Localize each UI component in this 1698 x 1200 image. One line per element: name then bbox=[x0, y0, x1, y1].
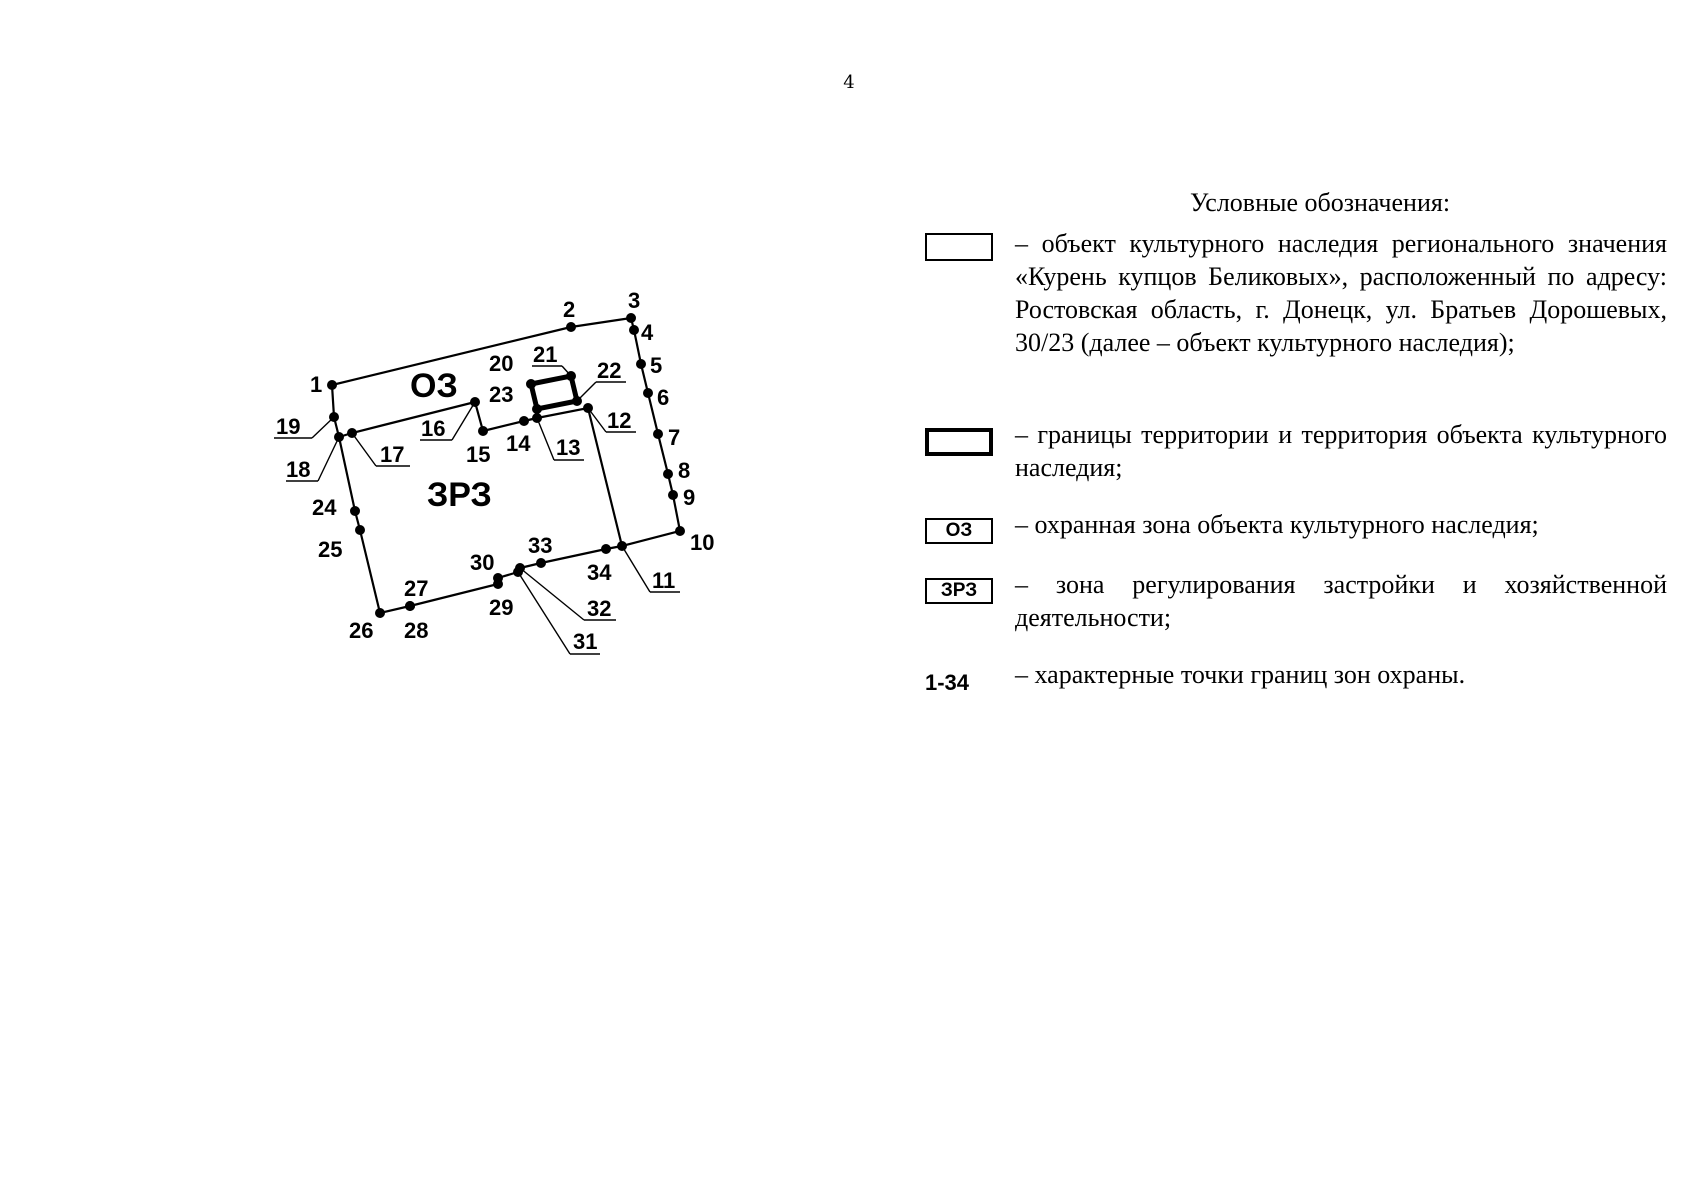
boundary-point-2 bbox=[566, 322, 576, 332]
point-label-10: 10 bbox=[690, 530, 715, 555]
zone-label-zrz: ЗРЗ bbox=[427, 476, 492, 514]
point-label-19: 19 bbox=[276, 414, 301, 439]
heritage-object-territory bbox=[531, 376, 577, 409]
legend-title: Условные обозначения: bbox=[1190, 188, 1451, 217]
point-label-3: 3 bbox=[628, 288, 641, 313]
legend-text-points: – характерные точки границ зон охраны. bbox=[1015, 660, 1466, 689]
leader-line-17-0 bbox=[352, 433, 376, 466]
leader-line-32-0 bbox=[520, 568, 584, 620]
leader-line-13-0 bbox=[537, 418, 554, 460]
point-label-14: 14 bbox=[506, 431, 531, 456]
boundary-point-34 bbox=[601, 544, 611, 554]
point-label-20: 20 bbox=[489, 351, 514, 376]
point-label-12: 12 bbox=[607, 408, 632, 433]
point-label-31: 31 bbox=[573, 629, 598, 654]
legend-symbol-points: 1-34 bbox=[925, 670, 970, 695]
point-label-7: 7 bbox=[668, 425, 681, 450]
legend-symbol-oz: ОЗ bbox=[925, 518, 993, 544]
zone-label-oz: ОЗ bbox=[410, 367, 458, 405]
point-label-2: 2 bbox=[563, 297, 576, 322]
boundary-point-25 bbox=[355, 525, 365, 535]
point-label-22: 22 bbox=[597, 358, 622, 383]
boundary-point-5 bbox=[636, 359, 646, 369]
boundary-point-6 bbox=[643, 388, 653, 398]
leader-line-11-0 bbox=[622, 546, 650, 592]
point-label-26: 26 bbox=[349, 618, 374, 643]
point-label-30: 30 bbox=[470, 550, 495, 575]
point-label-17: 17 bbox=[380, 442, 405, 467]
page-number: 4 bbox=[843, 72, 855, 93]
point-label-5: 5 bbox=[650, 353, 663, 378]
point-label-11: 11 bbox=[652, 568, 676, 593]
boundary-point-20 bbox=[526, 379, 536, 389]
leader-line-22-0 bbox=[577, 382, 596, 401]
point-label-33: 33 bbox=[528, 533, 553, 558]
legend-text-territory: – границы территории и территория объекта культурного наследия; bbox=[1015, 420, 1667, 482]
boundary-point-15 bbox=[478, 426, 488, 436]
point-label-15: 15 bbox=[466, 442, 491, 467]
boundary-point-8 bbox=[663, 469, 673, 479]
heritage-object-rectangle bbox=[531, 376, 577, 409]
boundary-point-10 bbox=[675, 526, 685, 536]
point-label-8: 8 bbox=[678, 458, 691, 483]
legend-symbol-zrz: ЗРЗ bbox=[925, 578, 993, 604]
point-label-4: 4 bbox=[641, 320, 654, 345]
point-label-16: 16 bbox=[421, 416, 446, 441]
legend-text-zrz: – зона регулирования застройки и хозяйственной деятельности; bbox=[1015, 570, 1667, 632]
boundary-point-1 bbox=[327, 380, 337, 390]
legend-text-object: – объект культурного наследия регионального значения «Курень купцов Беликовых», расположенный по адресу: Ростовская область, г. Донецк, ул. Братьев Дорошевых, 30/23 (далее – объект культурного наследия); bbox=[1015, 229, 1667, 357]
boundary-point-23 bbox=[532, 404, 542, 414]
leader-line-31-0 bbox=[518, 572, 570, 654]
boundary-point-3 bbox=[626, 313, 636, 323]
point-label-24: 24 bbox=[312, 495, 337, 520]
boundary-point-28 bbox=[405, 601, 415, 611]
boundary-point-14 bbox=[519, 416, 529, 426]
boundary-point-9 bbox=[668, 490, 678, 500]
point-label-9: 9 bbox=[683, 485, 696, 510]
boundary-point-24 bbox=[350, 506, 360, 516]
point-label-32: 32 bbox=[587, 596, 612, 621]
point-label-1: 1 bbox=[310, 372, 323, 397]
boundary-point-7 bbox=[653, 429, 663, 439]
boundary-point-26 bbox=[375, 608, 385, 618]
point-label-28: 28 bbox=[404, 618, 429, 643]
point-label-27: 27 bbox=[404, 576, 429, 601]
point-label-34: 34 bbox=[587, 560, 612, 585]
boundary-point-4 bbox=[629, 325, 639, 335]
legend-symbol-object bbox=[925, 233, 993, 261]
point-label-18: 18 bbox=[286, 457, 311, 482]
point-label-25: 25 bbox=[318, 537, 343, 562]
point-label-23: 23 bbox=[489, 382, 514, 407]
legend-symbol-territory bbox=[925, 428, 993, 456]
point-labels bbox=[274, 288, 714, 654]
leader-line-19-0 bbox=[312, 417, 334, 438]
point-label-21: 21 bbox=[533, 342, 558, 367]
point-label-29: 29 bbox=[489, 595, 514, 620]
boundary-point-30 bbox=[493, 573, 503, 583]
legend-text-oz: – охранная зона объекта культурного наследия; bbox=[1015, 510, 1539, 539]
point-label-13: 13 bbox=[556, 435, 581, 460]
boundary-point-33 bbox=[536, 558, 546, 568]
leader-line-18-0 bbox=[318, 437, 339, 481]
point-label-6: 6 bbox=[657, 385, 670, 410]
